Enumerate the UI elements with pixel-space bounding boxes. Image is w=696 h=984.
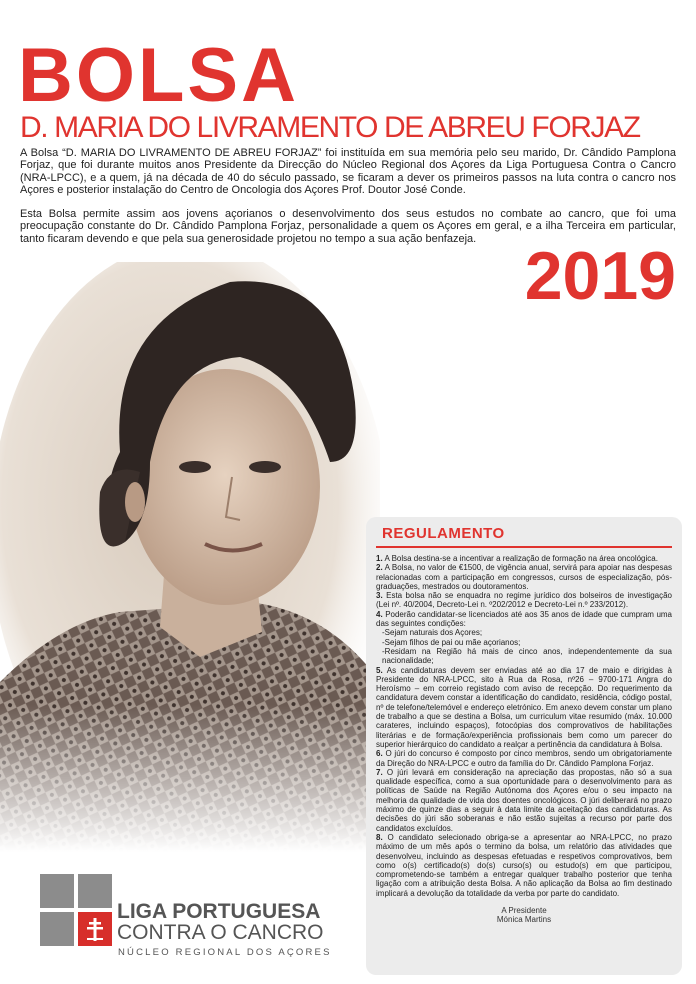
page-title: BOLSA (18, 33, 299, 118)
lpcc-logo-mark (40, 874, 112, 946)
rule-item-4: 4. Poderão candidatar-se licenciados até aos 35 anos de idade que cumpram uma das seguintes condições: (376, 609, 673, 629)
signature-name: Mónica Martins (496, 915, 552, 925)
regulamento-items (376, 554, 672, 898)
year-label: 2019 (524, 238, 676, 314)
regulamento-panel (366, 517, 682, 975)
logo-line-1: LIGA PORTUGUESA (117, 900, 321, 923)
signature-role: A Presidente (501, 905, 547, 915)
rule-item-6: 6. O júri do concurso é composto por cinco membros, sendo um obrigatoriamente da Direção do NRA-LPCC e outro da família do Dr. Cândido Pamplona Forjaz. (376, 749, 672, 768)
condition-item: -Sejam filhos de pai ou mãe açorianos; (382, 637, 521, 647)
signature-block (376, 906, 672, 925)
logo-square-red (78, 912, 112, 946)
condition-item: -Sejam naturais dos Açores; (382, 628, 483, 638)
intro-paragraph-2: Esta Bolsa permite assim aos jovens açorianos o desenvolvimento dos seus estudos no combate ao cancro, que foi uma preocupação constante do Dr. Cândido Pamplona Forjaz, personalidade a quem os Açores em geral, e a ilha Terceira em particular, tanto ficaram devendo e que pela sua generosidade projetou no tempo a sua ação benfazeja. (20, 208, 676, 245)
rule-item-1: 1. A Bolsa destina-se a incentivar a realização de formação na área oncológica. (376, 554, 658, 563)
regulamento-title: REGULAMENTO (382, 525, 505, 542)
logo-square (40, 874, 74, 908)
rule-item-5: 5. As candidaturas devem ser enviadas até ao dia 17 de maio e dirigidas à Presidente do NRA-LPCC, sito à Rua da Rosa, nº26 – 9700-171 Angra do Heroísmo – em correio registado com aviso de recepção. Do requerimento da candidatura devem constar a identificação do candidato, residência, código postal, nº de telefone/telemóvel e endereço eletrónico. Em anexo devem constar um plano de trabalho a que se destina a Bolsa, um curriculum vitae resumido (máx. 10.000 carateres, incluindo espaços), fotocópias dos comprovativos de habilitações literárias e de formação/experiência profissionais bem como um parecer do superior hierárquico do candidato a realçar a pertinência da candidatura à Bolsa. (376, 665, 672, 749)
regulamento-divider (376, 546, 672, 548)
logo-line-2: CONTRA O CANCRO (117, 921, 324, 944)
logo-square (78, 874, 112, 908)
rule-item-7: 7. O júri levará em consideração na apreciação das propostas, não só a sua qualidade específica, como a sua oportunidade para o desenvolvimento para as políticas de Saúde na Região Autónoma dos Açores e/ou o seu impacto na melhoria da qualidade de vida dos doentes oncológicos. O júri deliberará no prazo máximo de quinze dias a seguir à data limite da aceitação das candidaturas. As decisões do júri são soberanas e não estão sujeitas a recurso por parte dos candidatos excluídos. (376, 767, 672, 833)
page-subtitle: D. MARIA DO LIVRAMENTO DE ABREU FORJAZ (20, 111, 640, 144)
intro-paragraph-1: A Bolsa “D. MARIA DO LIVRAMENTO DE ABREU FORJAZ” foi instituída em sua memória pelo seu marido, Dr. Cândido Pamplona Forjaz, que foi durante muitos anos Presidente da Direcção do Núcleo Regional dos Açores da Liga Portuguesa Contra o Cancro (NRA-LPCC), e a quem, já na década de 40 do século passado, se ficaram a dever os primeiros passos na luta contra o cancro nos Açores e posterior instalação do Centro de Oncologia dos Açores Prof. Doutor José Conde. (20, 147, 676, 197)
rule-item-3: 3. Esta bolsa não se enquadra no regime jurídico dos bolseiros de investigação (Lei nº. 40/2004, Decreto-Lei n. º202/2012 e Decreto-Lei n.º 233/2012). (376, 591, 672, 610)
rule-item-2: 2. A Bolsa, no valor de €1500, de vigência anual, servirá para apoiar nas despesas relacionadas com a participação em congressos, cursos de especialização, pós-graduações, mestrados ou doutoramentos. (376, 563, 673, 591)
condition-item: -Residam na Região há mais de cinco anos, independentemente da sua nacionalidade; (382, 646, 672, 666)
portrait-photo (0, 262, 380, 852)
rule-item-8: 8. O candidato selecionado obriga-se a apresentar ao NRA-LPCC, no prazo máximo de um mês após o termino da bolsa, um relatório das atividades que desenvolveu, incluindo as despesas efetuadas e respetivos comprovativos, bem como o(s) certificado(s) do(s) curso(s) ou estudo(s) em que participou, comprometendo-se também a entregar qualquer trabalho posterior que tenha ligação com a atribuição desta Bolsa. A não aplicação da Bolsa ao fim destinado implicará a devolução da totalidade da verba por parte do candidato. (376, 832, 672, 898)
logo-square (40, 912, 74, 946)
logo-line-3: NÚCLEO REGIONAL DOS AÇORES (118, 947, 332, 958)
cross-of-lorraine-icon (78, 912, 112, 946)
